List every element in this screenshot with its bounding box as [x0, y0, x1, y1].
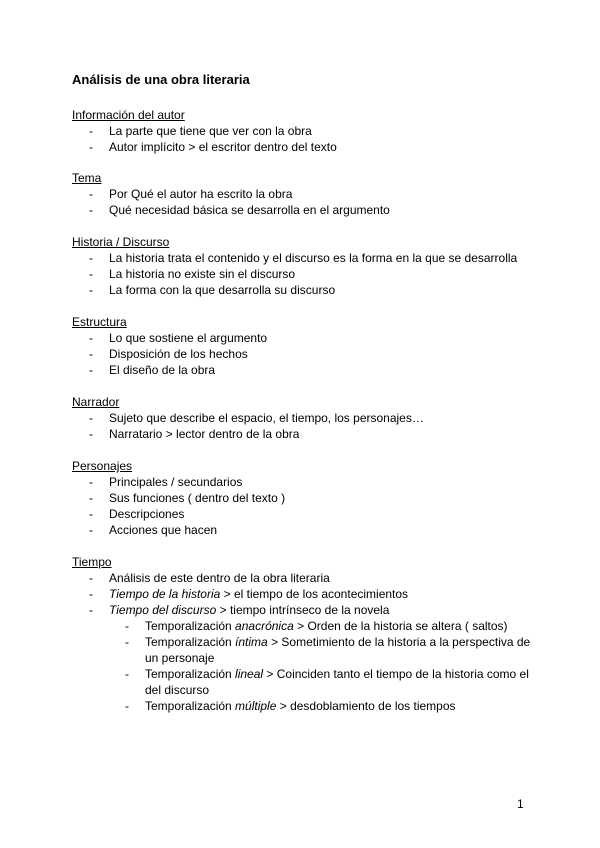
- list-item: - Principales / secundarios: [89, 475, 243, 489]
- bullet-list: [72, 250, 542, 298]
- bullet-list: [72, 410, 542, 442]
- list-item: - Acciones que hacen: [89, 523, 218, 537]
- list-item: - Lo que sostiene el argumento: [89, 331, 268, 345]
- section-heading: Historia / Discurso: [72, 235, 170, 249]
- list-item: - La parte que tiene que ver con la obra: [89, 124, 312, 138]
- list-item: - El diseño de la obra: [89, 363, 216, 377]
- list-item: - Sujeto que describe el espacio, el tiempo, los personajes…: [89, 411, 424, 425]
- bullet-list: [72, 474, 542, 538]
- sub-list-item: - Temporalización múltiple > desdoblamiento de los tiempos: [125, 699, 456, 713]
- bullet-list: [72, 570, 542, 714]
- section-estructura: [72, 314, 542, 378]
- list-item: - Tiempo del discurso > tiempo intrínseco de la novela: [89, 603, 390, 617]
- list-item: - Descripciones: [89, 507, 185, 521]
- page-number: 1: [517, 797, 524, 811]
- sub-list-item: - Temporalización lineal > Coinciden tanto el tiempo de la historia como el del discurso: [125, 667, 529, 697]
- section-autor: [72, 107, 542, 155]
- bullet-list: [72, 123, 542, 155]
- section-heading: Tiempo: [72, 555, 112, 569]
- section-historia-discurso: [72, 234, 542, 298]
- section-tiempo: [72, 554, 542, 714]
- section-tema: [72, 170, 542, 218]
- section-heading: Narrador: [72, 395, 120, 409]
- document-title: Análisis de una obra literaria: [72, 72, 250, 87]
- section-narrador: [72, 394, 542, 442]
- list-item: - Qué necesidad básica se desarrolla en el argumento: [89, 203, 390, 217]
- list-item: - Por Qué el autor ha escrito la obra: [89, 187, 293, 201]
- list-item: - Disposición de los hechos: [89, 347, 248, 361]
- section-personajes: [72, 458, 542, 538]
- sub-list-item: - Temporalización anacrónica > Orden de la historia se altera ( saltos): [125, 619, 508, 633]
- list-item: - Narratario > lector dentro de la obra: [89, 427, 300, 441]
- list-item: - Tiempo de la historia > el tiempo de los acontecimientos: [89, 587, 409, 601]
- sub-list-item: - Temporalización íntima > Sometimiento de la historia a la perspectiva de un personaje: [125, 635, 531, 665]
- list-item: - Autor implícito > el escritor dentro del texto: [89, 140, 337, 154]
- list-item: - Análisis de este dentro de la obra literaria: [89, 571, 330, 585]
- section-heading: Personajes: [72, 459, 133, 473]
- section-heading: Estructura: [72, 315, 127, 329]
- section-heading: Información del autor: [72, 108, 185, 122]
- list-item: - La historia no existe sin el discurso: [89, 267, 296, 281]
- list-item: - La historia trata el contenido y el discurso es la forma en la que se desarrolla: [89, 251, 518, 265]
- list-item: - La forma con la que desarrolla su discurso: [89, 283, 336, 297]
- section-heading: Tema: [72, 171, 102, 185]
- bullet-list: [72, 330, 542, 378]
- list-item: - Sus funciones ( dentro del texto ): [89, 491, 286, 505]
- bullet-list: [72, 186, 542, 218]
